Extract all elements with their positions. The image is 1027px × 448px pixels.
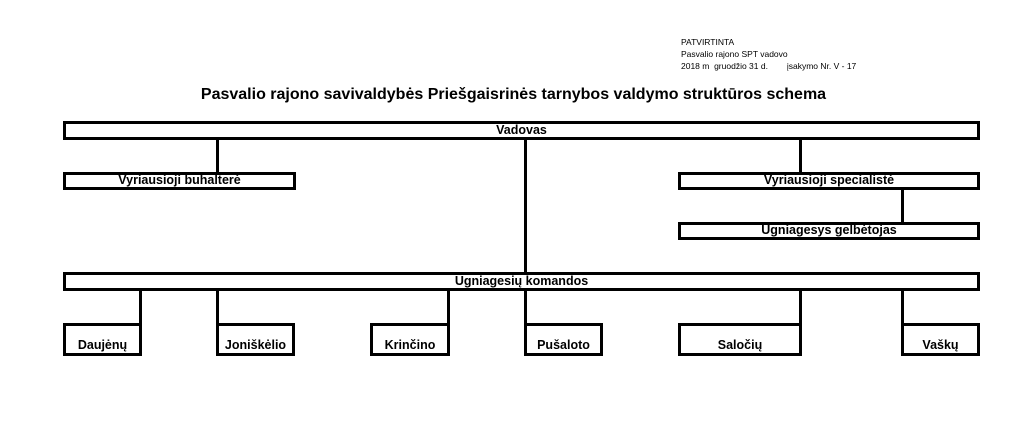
node-accountant [63, 172, 296, 190]
node-head [63, 121, 980, 140]
node-rescuer-label: Ugniagesys gelbėtojas [761, 223, 897, 237]
team-vasku-label: Vaškų [922, 338, 959, 352]
team-daujenu [63, 323, 142, 356]
approval-note [681, 36, 856, 72]
team-salociu-label: Saločių [717, 338, 763, 352]
team-joniskelio-label: Joniškėlio [224, 338, 287, 352]
node-teams-label: Ugniagesių komandos [454, 274, 589, 288]
approval-line-1: PATVIRTINTA [681, 37, 735, 47]
connector-head-teams [524, 138, 527, 274]
team-joniskelio [216, 323, 295, 356]
team-salociu [678, 323, 802, 356]
diagram-title: Pasvalio rajono savivaldybės Priešgaisrinės tarnybos valdymo struktūros schema [200, 86, 827, 103]
team-krincino-label: Krinčino [384, 338, 436, 352]
node-specialist [678, 172, 980, 190]
approval-line-2: Pasvalio rajono SPT vadovo [681, 49, 788, 59]
team-daujenu-label: Daujėnų [77, 338, 128, 352]
node-head-label: Vadovas [496, 123, 547, 137]
connector-head-accountant [216, 138, 219, 174]
approval-line-3: 2018 m gruodžio 31 d. įsakymo Nr. V - 17 [681, 61, 857, 71]
team-krincino [370, 323, 450, 356]
team-vasku [901, 323, 980, 356]
node-teams [63, 272, 980, 291]
node-accountant-label: Vyriausioji buhalterė [118, 173, 241, 187]
node-specialist-label: Vyriausioji specialistė [763, 173, 895, 187]
connector-head-specialist [799, 138, 802, 174]
team-pusaloto [524, 323, 603, 356]
connector-specialist-rescuer [901, 188, 904, 224]
team-pusaloto-label: Pušaloto [537, 338, 590, 352]
node-rescuer [678, 222, 980, 240]
